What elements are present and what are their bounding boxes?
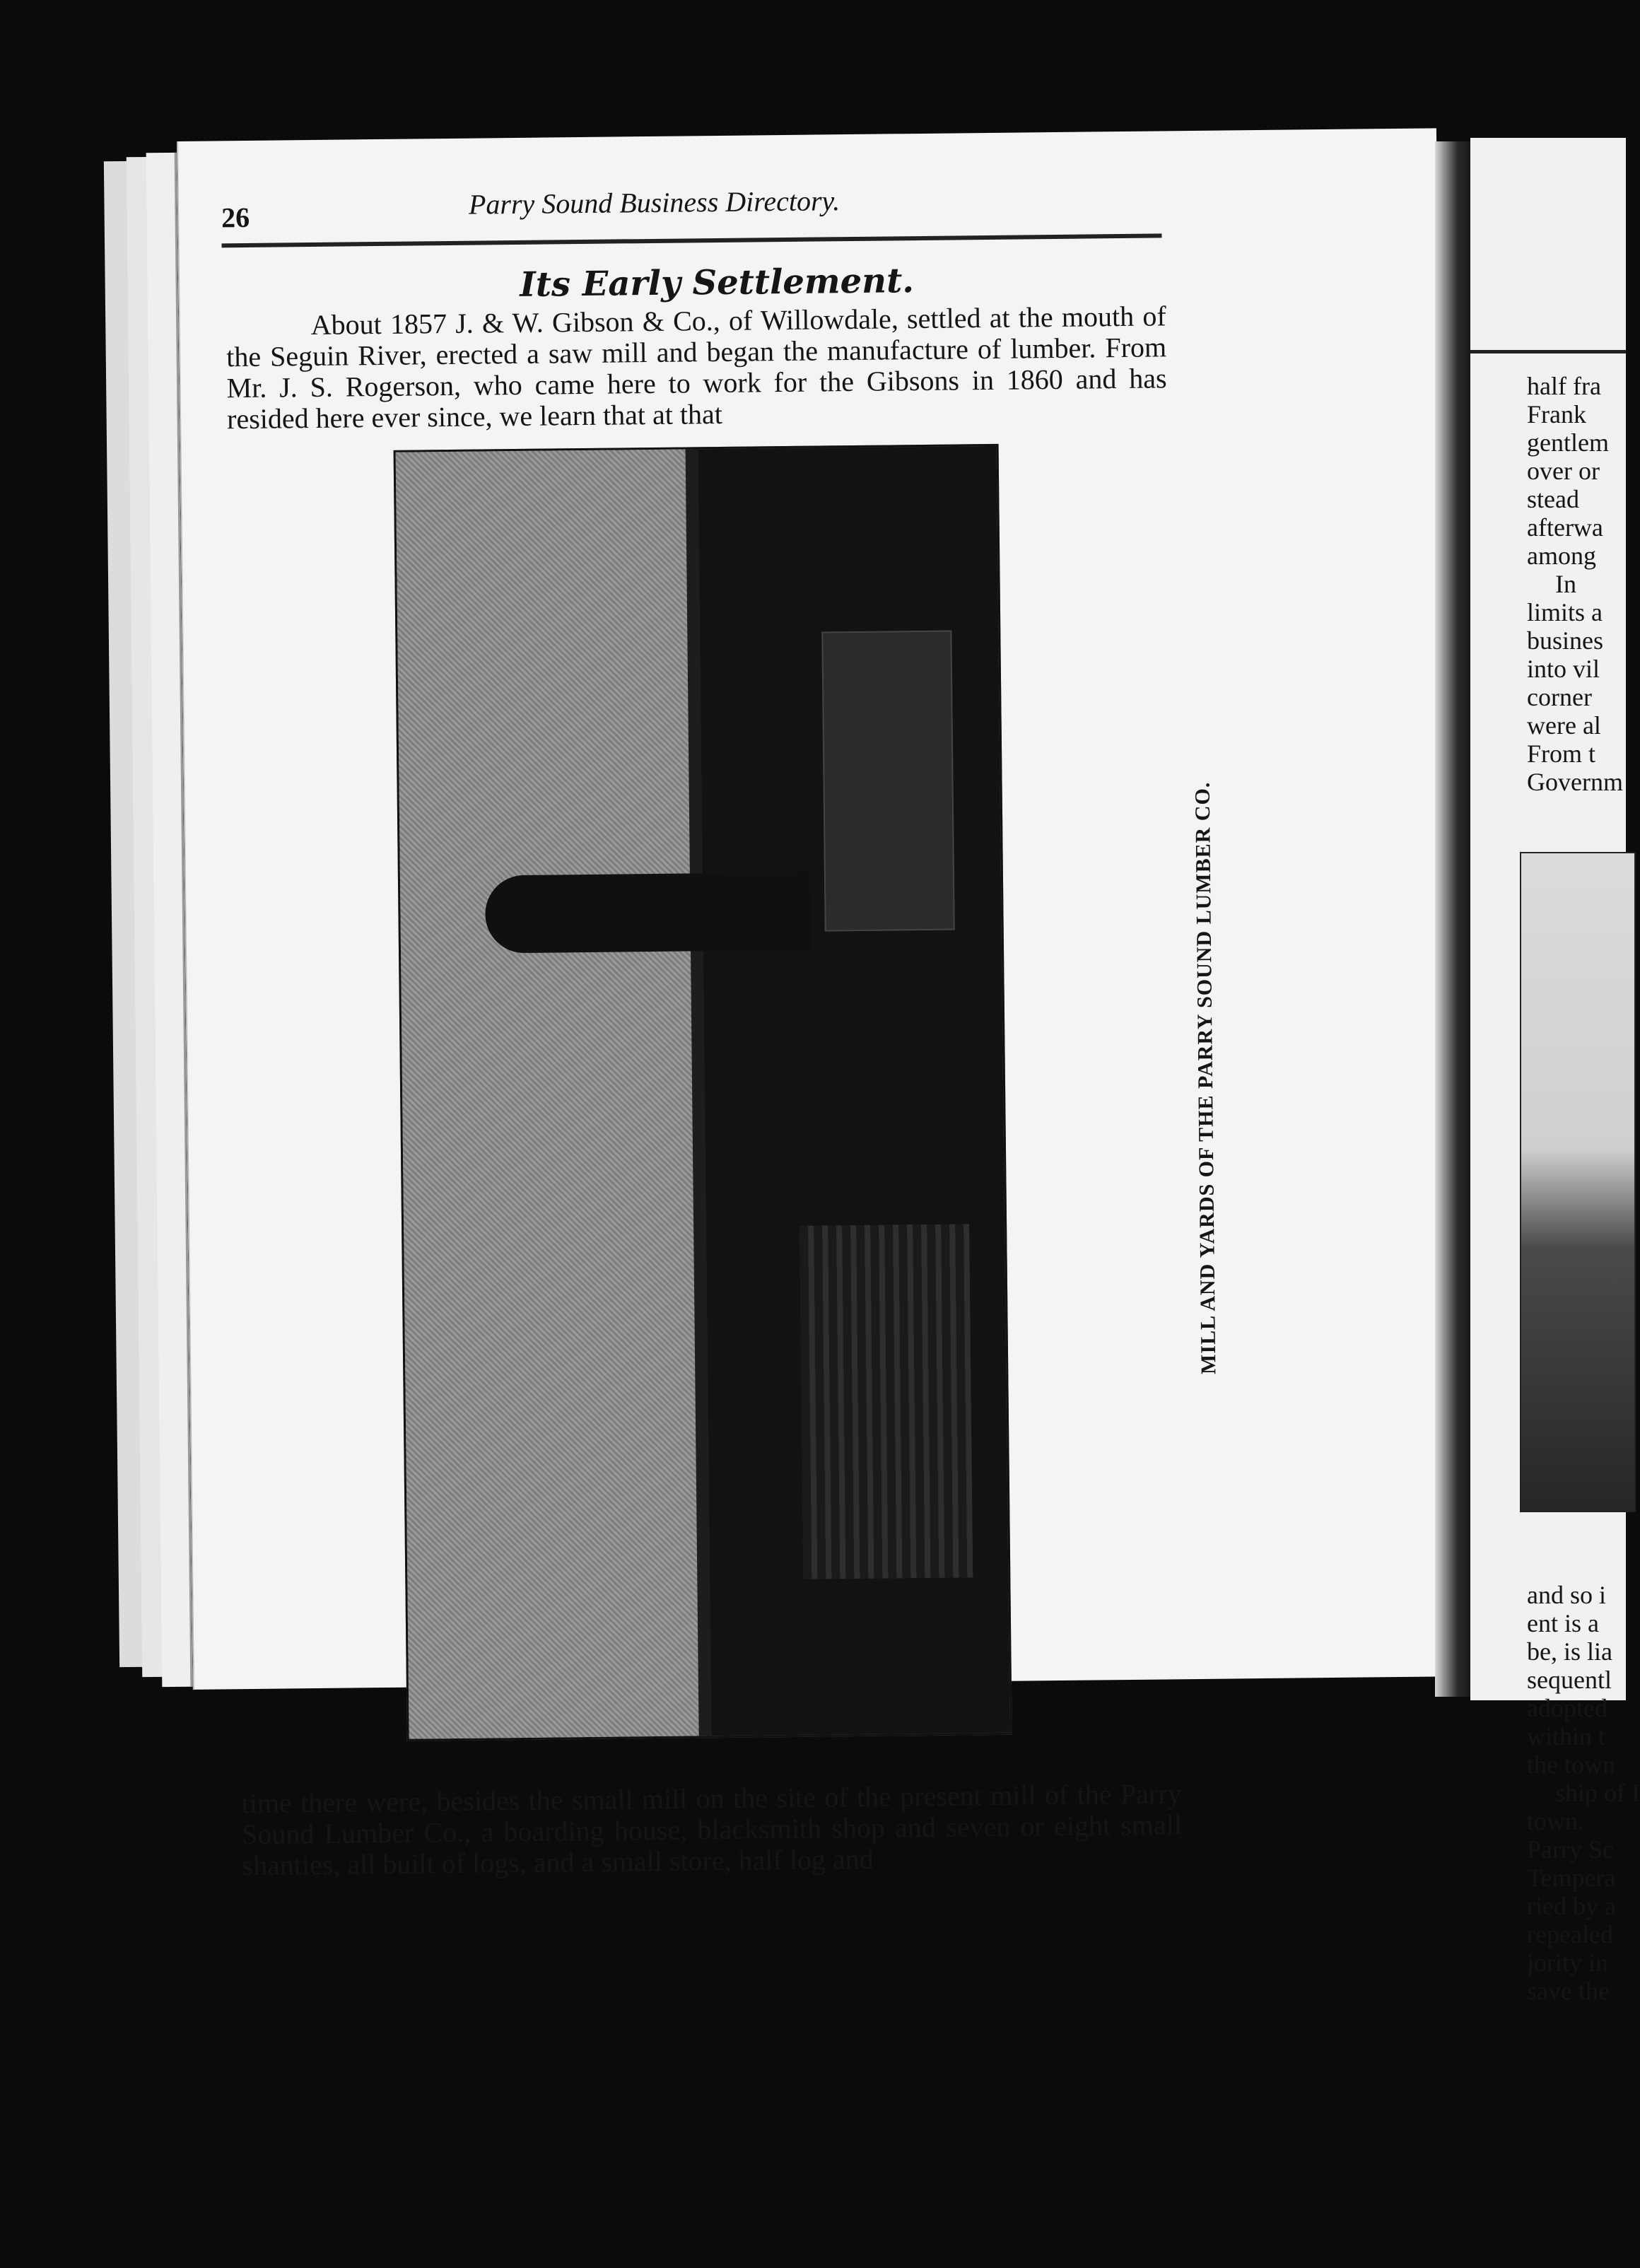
right-page-line: into vil	[1527, 655, 1600, 683]
right-header-rule	[1470, 350, 1626, 353]
right-page-line: repealed	[1527, 1920, 1613, 1948]
right-page	[1470, 138, 1640, 2005]
right-page-line: stead	[1527, 485, 1579, 513]
right-page-line: Governm	[1527, 768, 1623, 796]
right-page-line: within t	[1527, 1722, 1606, 1750]
right-page-line: Frank	[1527, 400, 1586, 428]
paragraph-top: About 1857 J. & W. Gibson & Co., of Willowdale, settled at the mouth of the Seguin River, erected a saw mill and began the manufacture of lumber. From Mr. J. S. Rogerson, who came here to work for the Gibsons in 1860 and has resided here ever since, we learn that at that	[226, 300, 1167, 436]
photo-caption: MILL AND YARDS OF THE PARRY SOUND LUMBER CO.	[1190, 781, 1221, 1375]
right-page-line: be, is lia	[1527, 1637, 1612, 1666]
mill-photograph	[394, 444, 1012, 1741]
right-page-line: afterwa	[1527, 513, 1603, 542]
photo-pier	[485, 872, 811, 954]
right-page-line: ship of I	[1555, 1779, 1640, 1807]
right-page-line: Parry Sc	[1527, 1835, 1614, 1864]
right-page-line: save the	[1527, 1977, 1610, 2005]
right-page-line: the town	[1527, 1750, 1615, 1779]
right-page-line: gentlem	[1527, 428, 1609, 457]
photo-mill-building	[821, 631, 954, 932]
right-page-line: ent is a	[1527, 1609, 1599, 1637]
right-page-line: jority in	[1527, 1948, 1608, 1977]
page-number: 26	[221, 201, 250, 234]
section-title: Its Early Settlement.	[520, 261, 915, 305]
right-page-line: Tempera	[1527, 1864, 1616, 1892]
header-rule	[222, 233, 1162, 247]
photo-lumber-yard	[800, 1224, 973, 1579]
right-page-line: half fra	[1527, 372, 1601, 400]
right-page-line: town.	[1527, 1807, 1584, 1835]
photo-water	[396, 449, 706, 1738]
right-page-line: busines	[1527, 626, 1603, 655]
running-head: Parry Sound Business Directory.	[468, 185, 840, 221]
right-page-line: ried by a	[1527, 1892, 1616, 1920]
right-page-line: adopted	[1527, 1694, 1607, 1722]
right-page-line: and so i	[1527, 1581, 1606, 1609]
right-page-line: sequentl	[1527, 1666, 1612, 1694]
paragraph-bottom: time there were, besides the small mill on the site of the present mill of the Parry Sound Lumber Co., a boarding house, blacksmith shop and seven or eight small shanties, all built of logs, and a small store, half log and	[241, 1777, 1183, 1882]
right-page-line: From t	[1527, 740, 1596, 768]
right-page-line: corner	[1527, 683, 1592, 711]
right-photograph	[1520, 852, 1636, 1512]
right-page-line: among	[1527, 542, 1596, 570]
left-page	[177, 128, 1453, 1882]
right-page-line: In	[1555, 570, 1576, 598]
right-page-line: were al	[1527, 711, 1601, 740]
right-page-line: over or	[1527, 457, 1600, 485]
right-page-line: limits a	[1527, 598, 1603, 626]
